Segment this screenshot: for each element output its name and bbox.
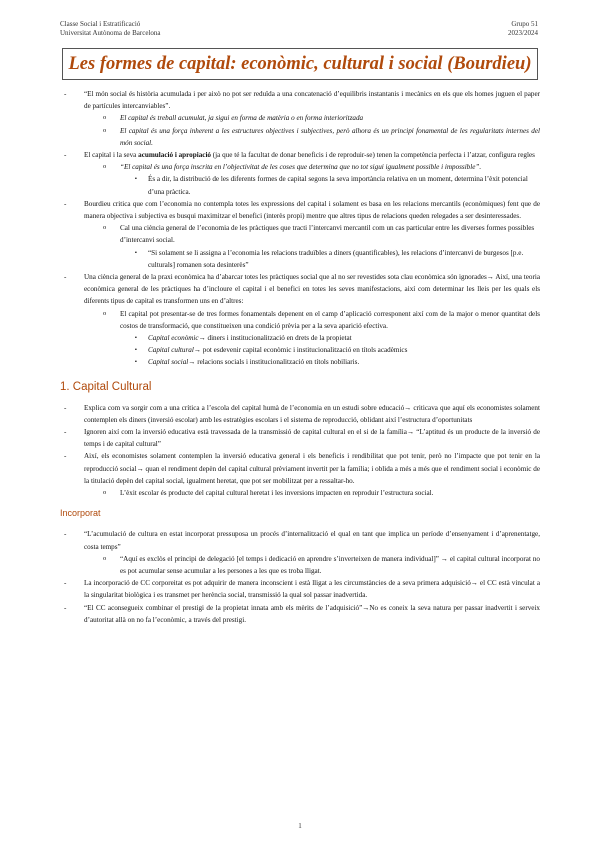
capital-form-name: Capital cultural	[148, 346, 194, 355]
capital-form-desc: → diners i institucionalització en drets de la propietat	[198, 334, 352, 343]
capital-form-item	[60, 344, 540, 356]
university-name: Universitat Autònoma de Barcelona	[60, 28, 161, 37]
square-bullet: ▪	[135, 335, 137, 342]
dash-bullet: -	[64, 403, 67, 412]
circle-bullet: o	[103, 126, 107, 134]
list-item: - “El món social és història acumulada i per això no pot ser reduïda a una concatenació d’equilibris instantanis i mecànics en els que els homes juguen el paper de partícules intercanviables”.	[64, 90, 540, 111]
capital-form-item	[60, 332, 540, 344]
circle-bullet: o	[103, 554, 107, 562]
dash-bullet: -	[64, 428, 67, 437]
title-box	[62, 48, 538, 80]
group-label: Grupo 51	[511, 20, 538, 28]
page-number: 1	[298, 822, 302, 830]
square-bullet: ▪	[135, 176, 137, 183]
list-item: o El capital és treball acumulat, ja sigui en forma de matèria o en forma interioritzada	[60, 112, 540, 124]
list-item: - Ignoren així com la inversió educativa està travessada de la transmissió de capital cultural en el si de la família→ “L’aptitud és un producte de la inversió de temps i de capital cultural”	[64, 428, 540, 449]
dash-bullet: -	[64, 452, 67, 461]
circle-bullet: o	[103, 224, 107, 232]
subsection-heading-incorporat: Incorporat	[60, 508, 101, 519]
capital-form-item	[60, 356, 540, 368]
emphasis: acumulació i apropiació	[138, 151, 212, 160]
running-header-right	[508, 20, 538, 37]
dash-bullet: -	[64, 90, 67, 98]
dash-bullet: -	[64, 530, 67, 539]
list-item: o El capital pot presentar-se de tres formes fonamentals depenent en el camp d’aplicació corresponent així com de la major o menor quantitat dels costos de transformació, que constitueixen una condició prèvia per a la seva aparició efectiva.	[103, 309, 540, 330]
list-item: ▪ “Si solament se li assigna a l’economia les relacions traduïbles a diners (quantificables), les relacions d’intercanvi de burgesos [p.e. culturals] romanen sota desinterès”	[135, 248, 524, 269]
list-item: - Explica com va sorgir com a una crítica a l’escola del capital humà de l’economia en un estudi sobre educació→ criticava que aquí els economistes solament contemplen els diners (inversió escolar) amb les estratègies escolars i el sistema de reproducció, oblidant així l’estructura d’oportunitats	[64, 403, 540, 424]
square-bullet: ▪	[135, 359, 137, 366]
list-item: - Bourdieu critica que com l’economia no contempla totes les expressions del capital i solament es basa en les relacions mercantils (econòmiques) fent que de manera objectiva i subjectiva es busqui maximitzar el benefici (interès propi) mentre que altres tipus de relacions queden relegades a ser desinteressades.	[64, 199, 540, 221]
course-name: Classe Social i Estratificació	[60, 20, 141, 28]
capital-form-name: Capital social	[148, 358, 189, 367]
dash-bullet: -	[64, 603, 67, 612]
dash-bullet: -	[64, 579, 67, 588]
list-item: o El capital és una força inherent a les estructures objectives i subjectives, però alhora és un principi fonamental de les regularitats internes del món social.	[103, 126, 540, 147]
list-item: o L’èxit escolar és producte del capital cultural heretat i les inversions impacten en reproduir l’estructura social.	[60, 487, 540, 499]
dash-bullet: -	[64, 151, 67, 160]
list-item: - Així, els economistes solament contemplen la inversió educativa general i els beneficis i rendibilitat que pot tenir, però no l’impacte que pot tenir en la reproducció social→ quan el rendiment depèn del capital cultural prèviament invertit per la família; i oblida a més a més que el rendiment social i econòmic de la titulació depèn del capital social, igualment heretat, que pot ser mobilitzat per a ressaltar-ho.	[64, 452, 540, 485]
square-bullet: ▪	[135, 249, 137, 256]
page-title: Les formes de capital: econòmic, cultural i social (Bourdieu)	[68, 53, 532, 74]
section-heading-capital-cultural: 1. Capital Cultural	[60, 380, 152, 393]
capital-form-name: Capital econòmic	[148, 334, 199, 343]
list-item: - La incorporació de CC corporeitat es pot adquirir de manera inconscient i està lligat a les circumstàncies de a seva primera adquisició→ el CC està vinculat a la singularitat biològica i es transmet per herència social, transmissió la qual sol passar inadvertida.	[64, 579, 540, 600]
dash-bullet: -	[64, 199, 67, 208]
circle-bullet: o	[103, 163, 107, 171]
list-item: - “L’acumulació de cultura en estat incorporat pressuposa un procés d’internalització el qual en tant que implica un període d’ensenyament i d’aprenentatge, costa temps”	[64, 530, 540, 551]
circle-bullet: o	[103, 489, 107, 497]
list-item: ▪ És a dir, la distribució de les diferents formes de capital segons la seva importància relativa en un moment, determina l’èxit potencial d’una pràctica.	[135, 175, 528, 196]
list-item: o Cal una ciència general de l’economia de les pràctiques que tracti l’intercanvi mercantil com un cas particular entre les diverses formes possibles d’intercanvi social.	[103, 224, 535, 245]
list-item: o “Aquí es exclòs el principi de delegació [el temps i dedicació en aprendre s’inverteixen de manera individual]” → el capital cultural incorporat no es pot acumular sense acumular a les persones a les que es troba lligat.	[103, 554, 540, 575]
capital-form-desc: → pot esdevenir capital econòmic i institucionalització en títols acadèmics	[193, 346, 408, 355]
academic-year: 2023/2024	[508, 28, 538, 37]
square-bullet: ▪	[135, 347, 137, 354]
list-item: - Una ciència general de la praxi econòmica ha d’abarcar totes les pràctiques social que al no ser revestides sota clau econòmica són ignorades→ Així, una teoria econòmica general de les pràctiques ha d’incloure el capital i el benefici en totes les seves manifestacions, així com determinar les lleis per les quals els diferents tipus de capital es transformen uns en d’altres:	[64, 273, 540, 306]
capital-form-desc: → relacions socials i institucionalització en títols nobiliaris.	[188, 358, 360, 367]
list-item: - “El CC aconsegueix combinar el prestigi de la propietat innata amb els mèrits de l’adquisició”→No es coneix la seva natura per passar inadvertit i serveix d’autoritat allà on no fa l’econòmic, a través del prestigi.	[64, 603, 540, 624]
dash-bullet: -	[64, 273, 67, 282]
running-header-left	[60, 20, 161, 37]
circle-bullet: o	[103, 309, 107, 317]
list-item: o “El capital és una força inscrita en l’objectivitat de les coses que determina que no tot sigui igualment possible i impossible”.	[60, 161, 540, 173]
document-body	[60, 84, 540, 626]
circle-bullet: o	[103, 114, 107, 122]
list-item: - El capital i la seva acumulació i apropiació (ja que té la facultat de donar beneficis i de reproduir-se) tenen la competència perfecta i l’atzar, configura regles	[60, 149, 540, 161]
